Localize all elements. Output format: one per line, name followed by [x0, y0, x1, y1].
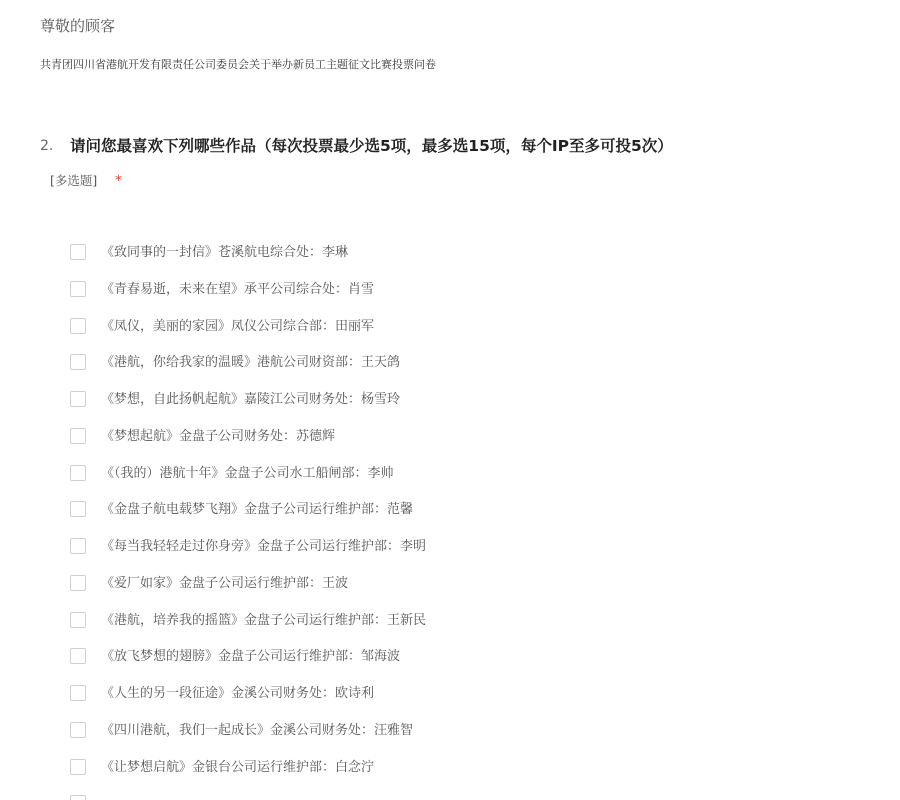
- option-label[interactable]: 《港航，你给我家的温暖》港航公司财资部：王天鸽: [101, 355, 401, 371]
- option-item[interactable]: [70, 720, 870, 757]
- option-checkbox[interactable]: [70, 281, 86, 297]
- question-type-label: [多选题]: [50, 173, 98, 188]
- option-label[interactable]: 《金盘子航电载梦飞翔》金盘子公司运行维护部：范馨: [101, 502, 414, 518]
- option-item[interactable]: [70, 793, 870, 800]
- option-label[interactable]: 《人生的另一段征途》金溪公司财务处：欧诗利: [101, 686, 375, 701]
- option-item[interactable]: [70, 279, 870, 316]
- option-label[interactable]: 《放飞梦想的翅膀》金盘子公司运行维护部：邹海波: [101, 649, 401, 665]
- option-item[interactable]: [70, 683, 870, 720]
- option-item[interactable]: [70, 757, 870, 794]
- option-label[interactable]: 《让梦想启航》金银台公司运行维护部：白念泞: [101, 759, 375, 775]
- option-item[interactable]: [70, 242, 870, 279]
- option-item[interactable]: [70, 463, 870, 500]
- option-label[interactable]: 《凤仪，美丽的家园》凤仪公司综合部：田丽军: [101, 318, 375, 334]
- option-checkbox[interactable]: [70, 759, 86, 775]
- greeting-text: 尊敬的顾客: [40, 17, 116, 35]
- option-item[interactable]: [70, 536, 870, 573]
- option-label[interactable]: 《梦想起航》金盘子公司财务处：苏德辉: [101, 428, 336, 444]
- option-checkbox[interactable]: [70, 465, 86, 481]
- option-checkbox[interactable]: [70, 391, 86, 407]
- option-label[interactable]: 《青春易逝，未来在望》承平公司综合处：肖雪: [101, 281, 375, 297]
- option-list: [70, 242, 870, 800]
- option-checkbox[interactable]: [70, 722, 86, 738]
- option-item[interactable]: [70, 426, 870, 463]
- question-number: 2.: [40, 138, 54, 154]
- option-checkbox[interactable]: [70, 318, 86, 334]
- option-label[interactable]: 《四川港航，我们一起成长》金溪公司财务处：汪雅智: [101, 722, 414, 738]
- option-checkbox[interactable]: [70, 575, 86, 591]
- option-item[interactable]: [70, 316, 870, 353]
- option-item[interactable]: [70, 499, 870, 536]
- option-item[interactable]: [70, 389, 870, 426]
- required-mark: *: [115, 173, 122, 189]
- option-checkbox[interactable]: [70, 428, 86, 444]
- option-label[interactable]: 《梦想，自此扬帆起航》嘉陵江公司财务处：杨雪玲: [101, 392, 401, 407]
- option-checkbox[interactable]: [70, 538, 86, 554]
- option-checkbox[interactable]: [70, 685, 86, 701]
- option-checkbox[interactable]: [70, 244, 86, 260]
- survey-intro: 共青团四川省港航开发有限责任公司委员会关于举办新员工主题征文比赛投票问卷: [40, 58, 436, 71]
- option-checkbox[interactable]: [70, 354, 86, 370]
- option-item[interactable]: [70, 610, 870, 647]
- option-label[interactable]: 《致同事的一封信》苍溪航电综合处：李琳: [101, 245, 349, 260]
- option-item[interactable]: [70, 573, 870, 610]
- option-item[interactable]: [70, 352, 870, 389]
- option-label[interactable]: 《爱厂如家》金盘子公司运行维护部：王波: [101, 575, 349, 591]
- question-title: 请问您最喜欢下列哪些作品（每次投票最少选5项，最多选15项，每个IP至多可投5次）: [70, 137, 673, 155]
- option-item[interactable]: [70, 646, 870, 683]
- option-label[interactable]: 《港航，培养我的摇篮》金盘子公司运行维护部：王新民: [101, 612, 427, 628]
- option-checkbox[interactable]: [70, 795, 86, 800]
- option-label[interactable]: 《每当我轻轻走过你身旁》金盘子公司运行维护部：李明: [101, 539, 427, 554]
- option-checkbox[interactable]: [70, 501, 86, 517]
- option-checkbox[interactable]: [70, 648, 86, 664]
- option-label[interactable]: 《（我的）港航十年》金盘子公司水工船闸部：李帅: [101, 465, 394, 481]
- option-checkbox[interactable]: [70, 612, 86, 628]
